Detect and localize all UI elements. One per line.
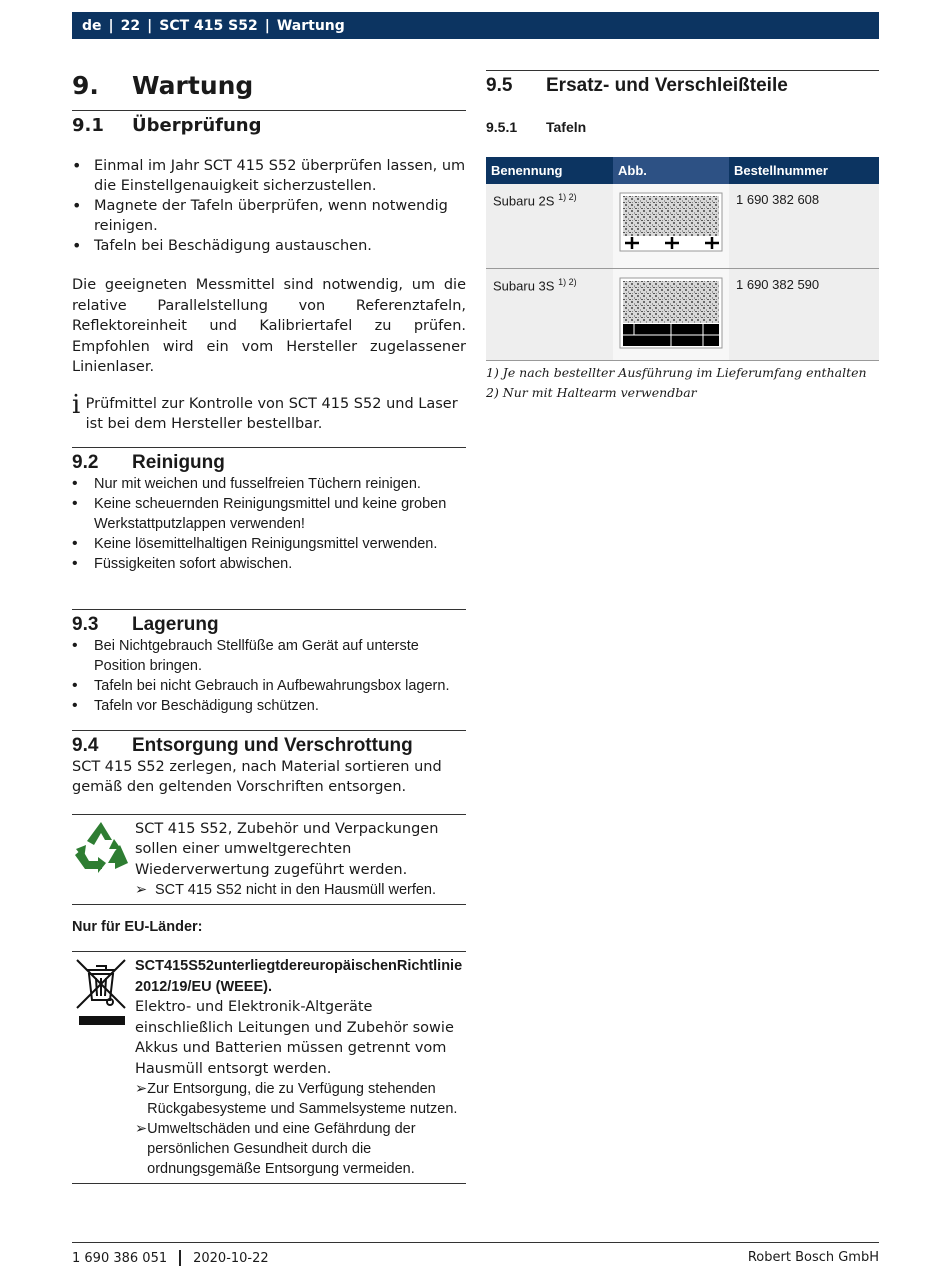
right-column bbox=[486, 60, 879, 403]
footer-rule bbox=[72, 1242, 879, 1243]
header-separator: | bbox=[147, 17, 153, 34]
info-text: Prüfmittel zur Kontrolle von SCT 415 S52 und Laser ist bei dem Hersteller bestellbar. bbox=[85, 395, 458, 432]
recycle-instruction bbox=[135, 880, 466, 900]
header-product: SCT 415 S52 bbox=[159, 17, 258, 34]
header-page: 22 bbox=[120, 17, 141, 34]
parts-table bbox=[486, 157, 879, 361]
chapter-title-text: Wartung bbox=[132, 70, 254, 100]
subsection-title: Tafeln bbox=[546, 119, 587, 135]
table-row bbox=[486, 184, 879, 269]
list-item: • Keine scheuernden Reinigungsmittel und keine groben Werkstattputzlappen verwenden! bbox=[72, 494, 466, 534]
column-header: Bestellnummer bbox=[729, 157, 879, 184]
weee-instruction bbox=[135, 1119, 466, 1179]
column-header: Abb. bbox=[613, 157, 729, 184]
section-number: 9.3 bbox=[72, 613, 99, 635]
part-image-cell bbox=[613, 269, 729, 361]
section-9-2-heading bbox=[72, 452, 466, 474]
column-header: Benennung bbox=[486, 157, 613, 184]
header-bar bbox=[72, 12, 879, 39]
section-title: Entsorgung und Verschrottung bbox=[132, 734, 413, 756]
weee-text: Elektro- und Elektronik-Altgeräte einschließlich Leitungen und Zubehör sowie Akkus und Batterien müssen getrennt vom Hausmüll entsorgt werden. bbox=[135, 999, 454, 1077]
part-name-cell bbox=[486, 184, 613, 269]
list-item: • Nur mit weichen und fusselfreien Tüchern reinigen. bbox=[72, 474, 466, 494]
weee-bin-icon bbox=[72, 956, 135, 1179]
target-board-3s-image bbox=[619, 277, 723, 349]
instruction-text: Zur Entsorgung, die zu Verfügung stehenden Rückgabesysteme und Sammelsysteme nutzen. bbox=[147, 1081, 458, 1117]
section-title: Überprüfung bbox=[132, 115, 262, 136]
section-title: Reinigung bbox=[132, 451, 225, 473]
list-item: • Bei Nichtgebrauch Stellfüße am Gerät auf unterste Position bringen. bbox=[72, 636, 466, 676]
part-name-cell bbox=[486, 269, 613, 361]
info-icon: i bbox=[72, 389, 81, 420]
footer-date: 2020-10-22 bbox=[193, 1250, 269, 1266]
recycle-notice bbox=[72, 814, 466, 906]
header-separator: | bbox=[264, 17, 270, 34]
section-number: 9.4 bbox=[72, 734, 99, 756]
subsection-number: 9.5.1 bbox=[486, 119, 518, 135]
section-rule bbox=[72, 730, 466, 731]
part-image-cell bbox=[613, 184, 729, 269]
section-9-1-heading bbox=[72, 115, 466, 136]
section-9-4-heading bbox=[72, 735, 466, 757]
weee-heading: SCT415S52unterliegtdereuropäischenRichtlinie 2012/19/EU (WEEE). bbox=[135, 958, 463, 995]
footnote: 2) Nur mit Haltearm verwendbar bbox=[486, 385, 697, 400]
order-number-cell: 1 690 382 590 bbox=[729, 269, 879, 361]
list-item: • Magnete der Tafeln überprüfen, wenn notwendig reinigen. bbox=[72, 196, 466, 236]
list-item: • Tafeln bei nicht Gebrauch in Aufbewahrungsbox lagern. bbox=[72, 676, 466, 696]
arrow-icon: ➢ bbox=[135, 882, 148, 898]
s93-bullet-list bbox=[72, 636, 466, 716]
footer-divider bbox=[179, 1250, 181, 1266]
section-9-5-heading bbox=[486, 75, 879, 97]
list-item: • Tafeln vor Beschädigung schützen. bbox=[72, 696, 466, 716]
target-board-2s-image bbox=[619, 192, 723, 252]
section-number: 9.2 bbox=[72, 451, 99, 473]
weee-instruction bbox=[135, 1079, 466, 1119]
arrow-icon: ➢ bbox=[135, 1121, 148, 1137]
header-section: Wartung bbox=[276, 17, 345, 34]
list-item: • Einmal im Jahr SCT 415 S52 überprüfen lassen, um die Einstellgenauigkeit sicherzustellen. bbox=[72, 156, 466, 196]
section-number: 9.5 bbox=[486, 75, 513, 96]
header-separator: | bbox=[108, 17, 114, 34]
list-item: • Füssigkeiten sofort abwischen. bbox=[72, 554, 466, 574]
info-note bbox=[72, 389, 466, 435]
table-header-row bbox=[486, 157, 879, 184]
section-number: 9.1 bbox=[72, 115, 104, 136]
section-title: Lagerung bbox=[132, 613, 219, 635]
footnote-ref: 1) 2) bbox=[558, 192, 577, 202]
arrow-icon: ➢ bbox=[135, 1081, 148, 1097]
s92-bullet-list bbox=[72, 474, 466, 574]
section-9-3-heading bbox=[72, 614, 466, 636]
recycle-text: SCT 415 S52, Zubehör und Verpackungen sollen einer umweltgerechten Wiederverwertung zugeführt werden. bbox=[135, 820, 439, 878]
footer-doc-number: 1 690 386 051 bbox=[72, 1250, 168, 1266]
section-rule bbox=[72, 110, 466, 111]
s91-bullet-list bbox=[72, 156, 466, 256]
instruction-text: Umweltschäden und eine Gefährdung der persönlichen Gesundheit durch die ordnungsgemäße Entsorgung vermeiden. bbox=[147, 1121, 416, 1177]
chapter-number: 9. bbox=[72, 70, 99, 100]
section-rule bbox=[72, 609, 466, 610]
s94-paragraph: SCT 415 S52 zerlegen, nach Material sortieren und gemäß den geltenden Vorschriften entsorgen. bbox=[72, 758, 442, 795]
section-rule bbox=[72, 447, 466, 448]
table-row bbox=[486, 269, 879, 361]
instruction-text: SCT 415 S52 nicht in den Hausmüll werfen. bbox=[155, 882, 437, 898]
chapter-title bbox=[72, 60, 466, 110]
section-rule bbox=[486, 70, 879, 71]
part-name: Subaru 3S bbox=[493, 278, 555, 294]
part-name: Subaru 2S bbox=[493, 193, 555, 209]
weee-notice bbox=[72, 951, 466, 1184]
section-title: Ersatz- und Verschleißteile bbox=[546, 75, 788, 96]
eu-label: Nur für EU-Länder: bbox=[72, 919, 203, 935]
footnote-ref: 1) 2) bbox=[558, 277, 577, 287]
list-item: • Tafeln bei Beschädigung austauschen. bbox=[72, 236, 466, 256]
list-item: • Keine lösemittelhaltigen Reinigungsmittel verwenden. bbox=[72, 534, 466, 554]
footer-company: Robert Bosch GmbH bbox=[747, 1250, 879, 1265]
footnote: 1) Je nach bestellter Ausführung im Lieferumfang enthalten bbox=[486, 365, 867, 380]
header-lang: de bbox=[82, 17, 102, 34]
recycle-icon bbox=[72, 819, 135, 901]
left-column bbox=[72, 60, 466, 1184]
footer-left bbox=[72, 1250, 269, 1266]
order-number-cell: 1 690 382 608 bbox=[729, 184, 879, 269]
subsection-9-5-1-heading bbox=[486, 119, 879, 135]
s91-paragraph: Die geeigneten Messmittel sind notwendig, um die relative Parallelstellung von Referenztafeln, Reflektoreinheit und Kalibriertafel zu prüfen. Empfohlen wird ein vom Hersteller zugelassener Linienlaser. bbox=[72, 277, 466, 375]
